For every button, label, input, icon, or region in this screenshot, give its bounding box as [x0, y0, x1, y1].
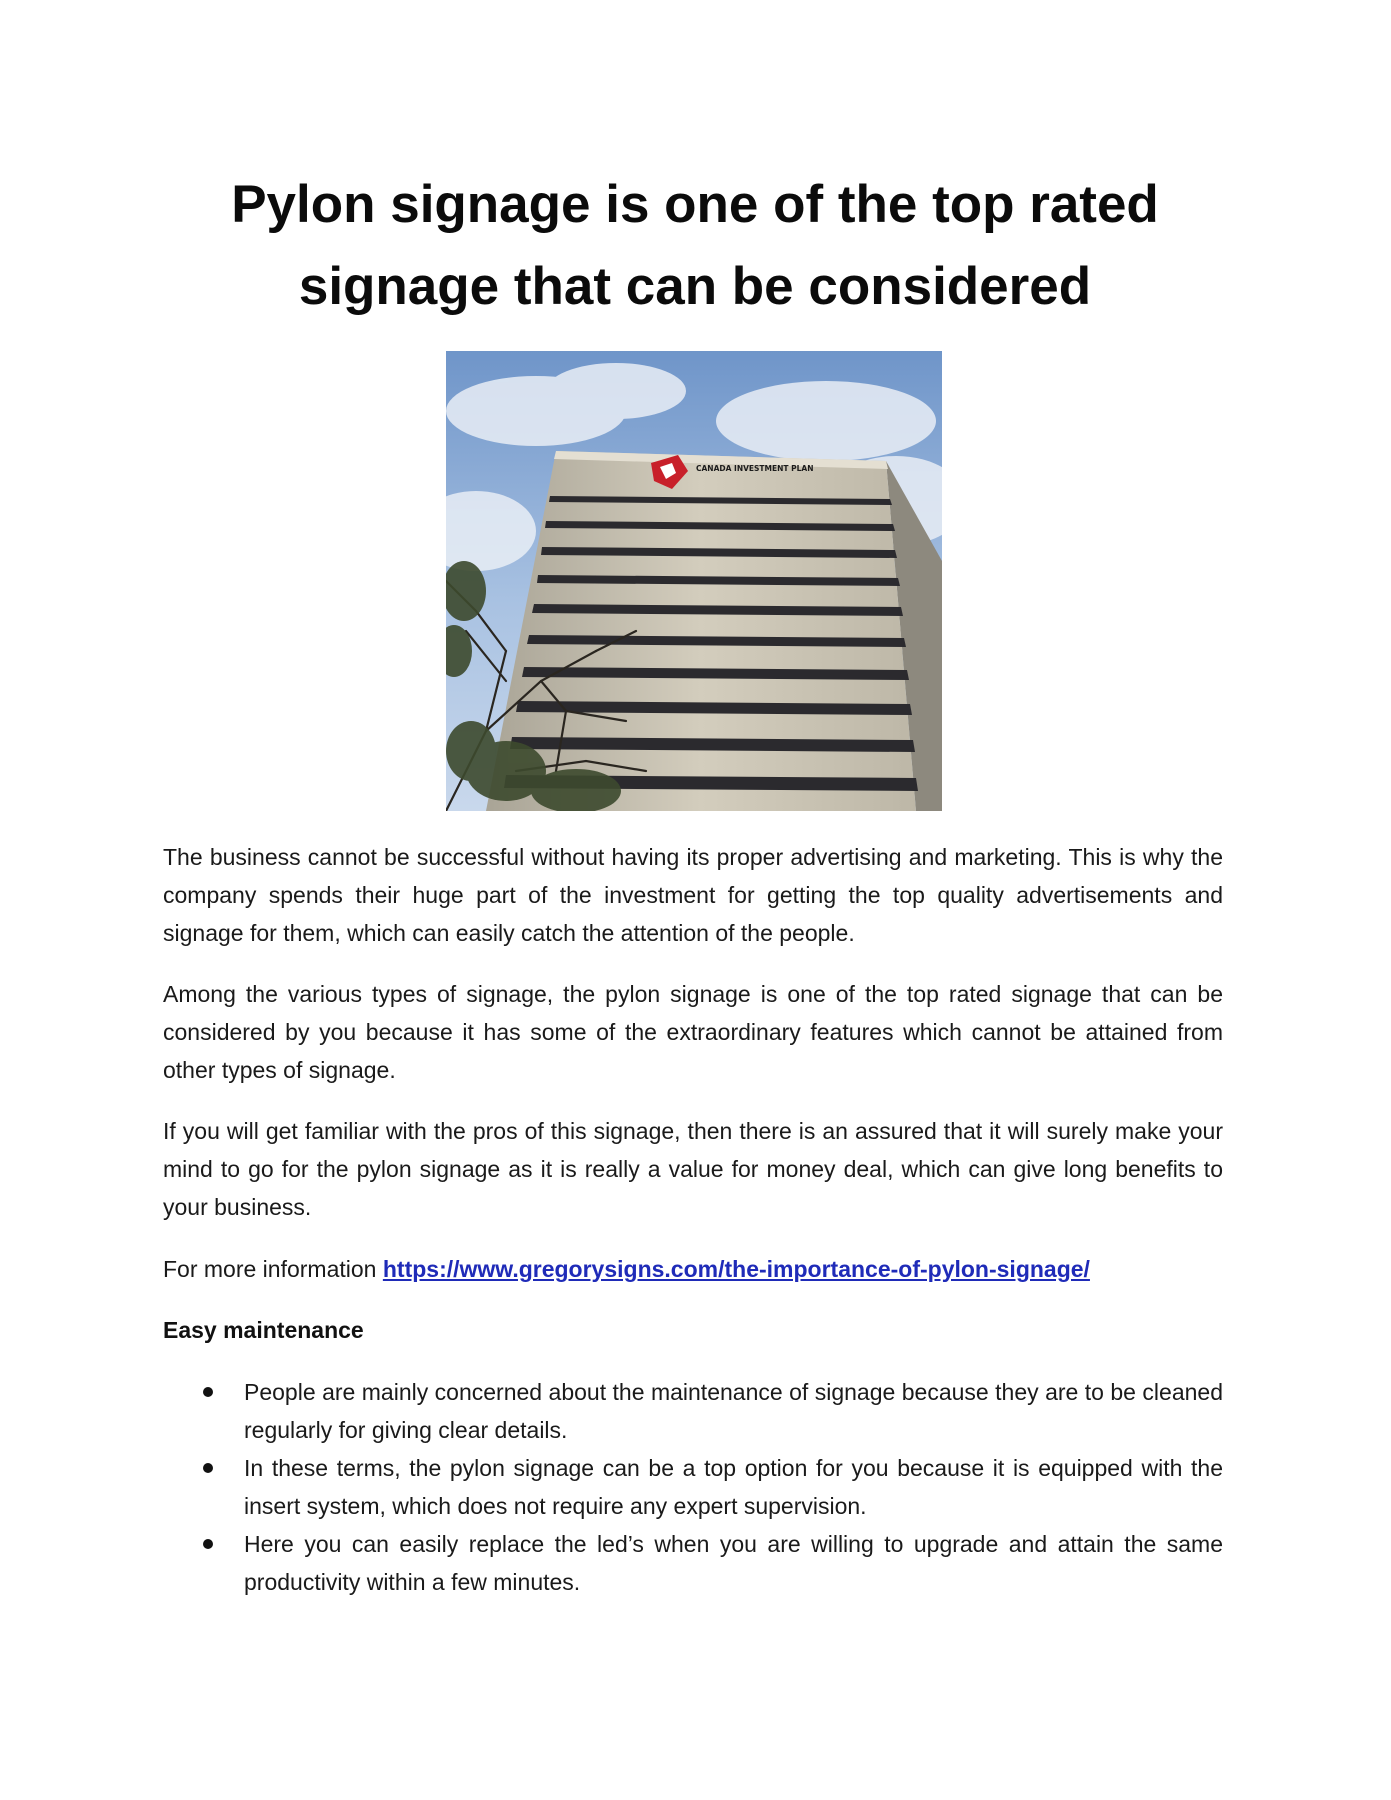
title-line-1: Pylon signage is one of the top rated [231, 175, 1159, 234]
building-illustration [446, 351, 942, 811]
more-info-link[interactable]: https://www.gregorysigns.com/the-importance-of-pylon-signage/ [382, 1256, 1090, 1282]
page-title [165, 164, 1225, 328]
bullet-text: In these terms, the pylon signage can be a top option for you because it is equipped with the insert system, which does not require any expert supervision. [244, 1455, 1223, 1519]
list-item [163, 1373, 1223, 1449]
more-info-label: For more information [163, 1256, 377, 1282]
building-front [486, 451, 916, 811]
list-item [163, 1449, 1223, 1525]
title-line-2: signage that can be considered [298, 257, 1092, 316]
bullet-icon [203, 1539, 213, 1549]
bullet-icon [203, 1387, 213, 1397]
bullet-icon [203, 1463, 213, 1473]
maintenance-bullet-list [163, 1373, 1223, 1601]
paragraph-types: Among the various types of signage, the pylon signage is one of the top rated signage that can be considered by you because it has some of the extraordinary features which cannot be attained from other types of signage. [163, 981, 1223, 1083]
list-item [163, 1525, 1223, 1601]
sign-text: CANADA INVESTMENT PLAN [696, 464, 814, 473]
paragraph-pros: If you will get familiar with the pros of this signage, then there is an assured that it will surely make your mind to go for the pylon signage as it is really a value for money deal, which can give long benefits to your business. [163, 1118, 1223, 1220]
bullet-text: People are mainly concerned about the maintenance of signage because they are to be cleaned regularly for giving clear details. [244, 1379, 1223, 1443]
section-heading: Easy maintenance [163, 1317, 364, 1343]
paragraph-intro: The business cannot be successful without having its proper advertising and marketing. This is why the company spends their huge part of the investment for getting the top quality advertisements and signage for them, which can easily catch the attention of the people. [163, 844, 1223, 946]
bullet-text: Here you can easily replace the led’s when you are willing to upgrade and attain the same productivity within a few minutes. [244, 1531, 1223, 1595]
more-info-line [163, 1250, 1223, 1288]
building-photo [446, 351, 942, 811]
